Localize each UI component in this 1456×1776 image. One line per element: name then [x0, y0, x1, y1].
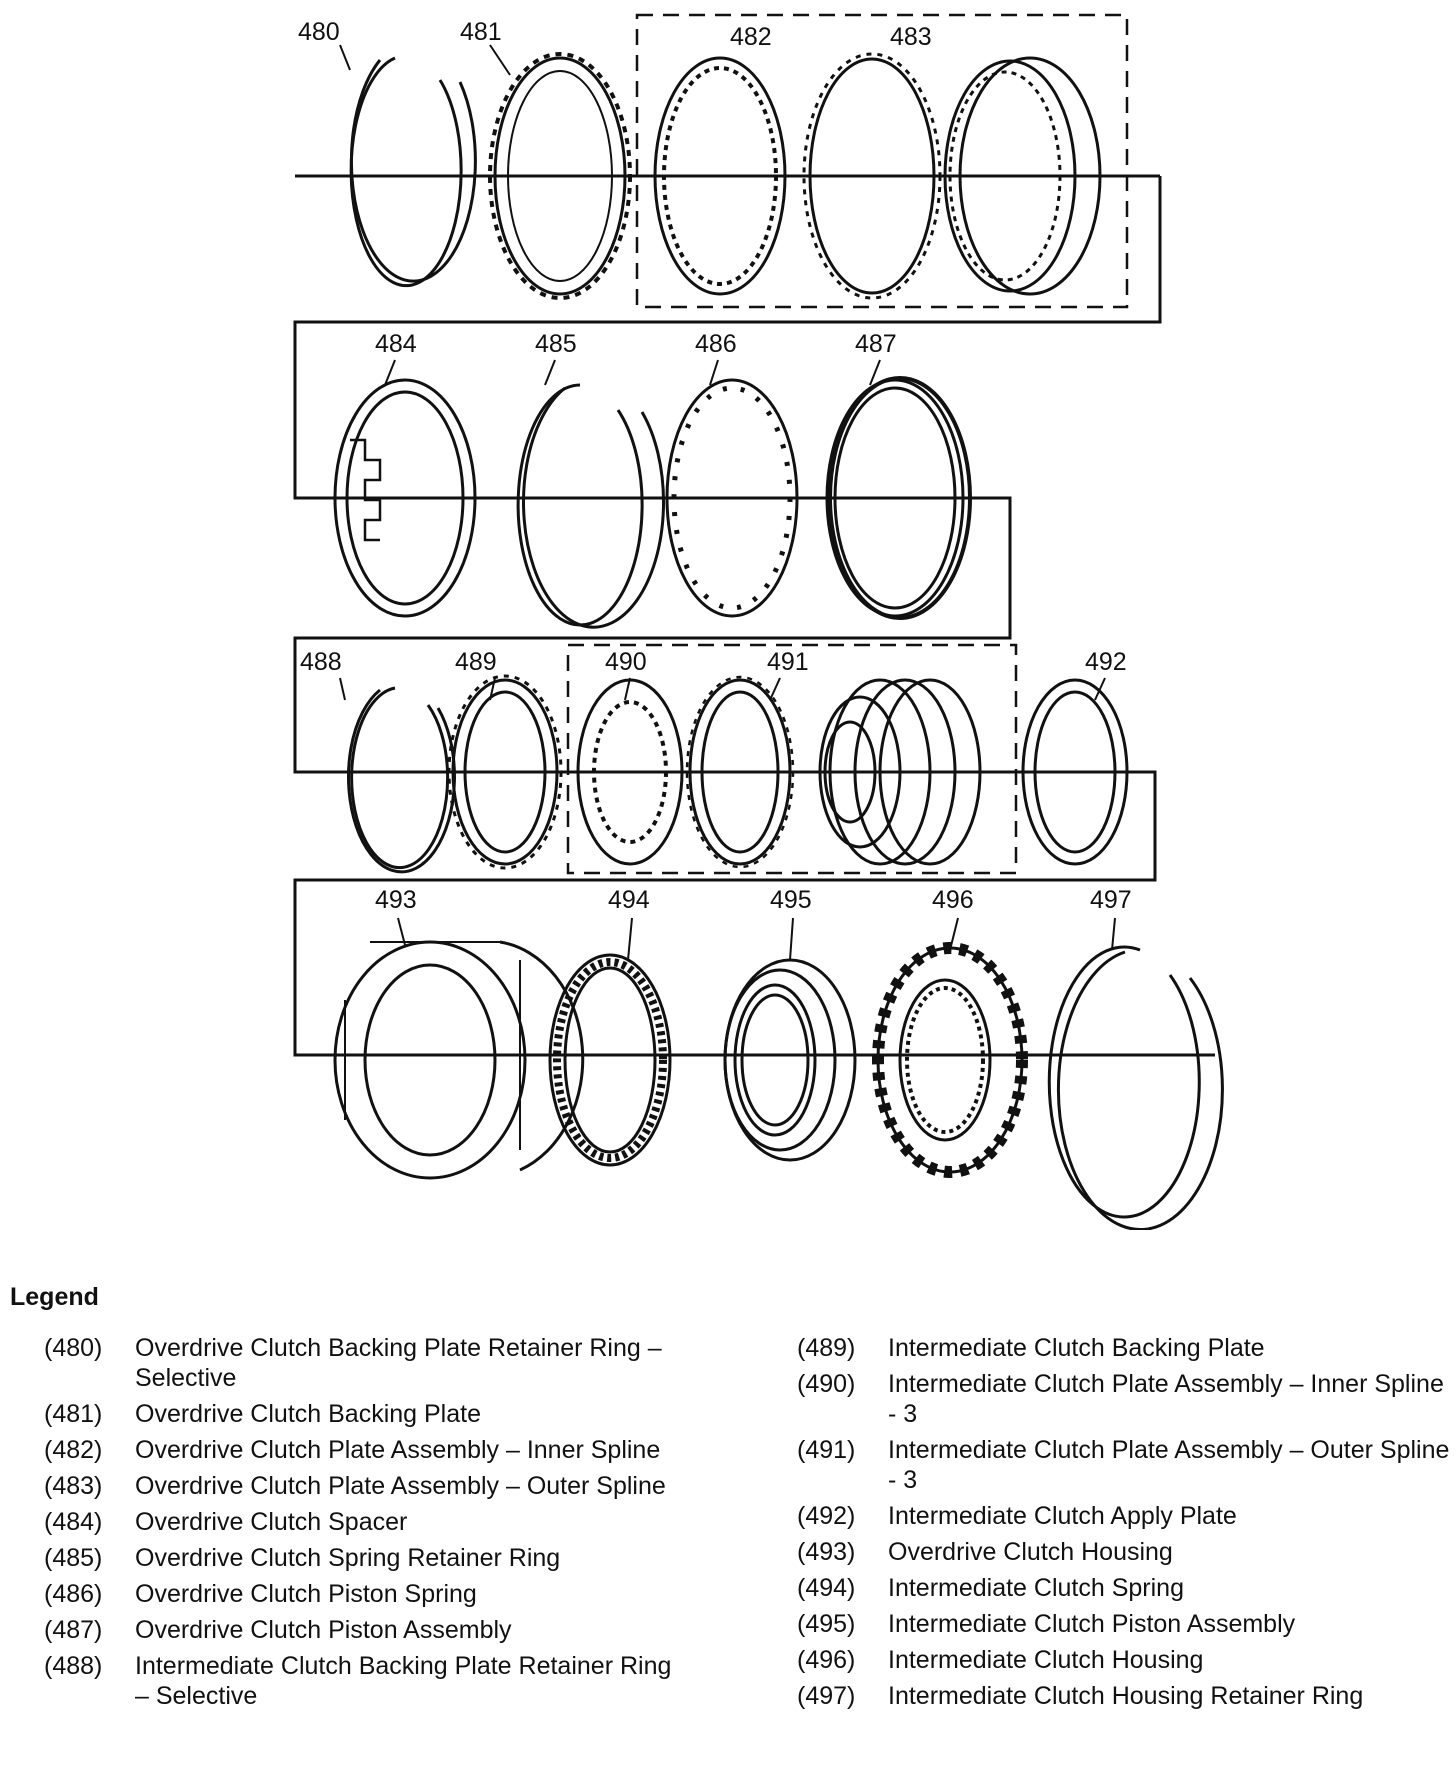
legend-item-description: Overdrive Clutch Spring Retainer Ring — [135, 1544, 561, 1572]
legend-item-description: Intermediate Clutch Plate Assembly – Inner Spline - 3 — [888, 1370, 1444, 1428]
legend-item-number: (483) — [44, 1472, 103, 1500]
legend-item — [30, 1435, 690, 1465]
callout-labels — [298, 18, 1132, 914]
part-495-piston-assembly — [725, 960, 855, 1160]
part-497-housing-retainer-ring — [1049, 947, 1222, 1230]
legend-item-number: (493) — [797, 1538, 856, 1566]
part-480-retainer-ring — [351, 58, 475, 286]
legend-item — [30, 1579, 690, 1609]
legend-item-description: Overdrive Clutch Spacer — [135, 1508, 408, 1536]
legend-right-column — [783, 1333, 1453, 1717]
legend-item-number: (495) — [797, 1610, 856, 1638]
part-488-retainer-ring — [348, 688, 454, 872]
callout-486: 486 — [695, 330, 737, 358]
callout-483: 483 — [890, 23, 932, 51]
legend-item — [30, 1399, 690, 1429]
part-496-intermediate-housing — [878, 948, 1022, 1172]
part-494-clutch-spring — [550, 955, 670, 1165]
legend-item-description: Overdrive Clutch Housing — [888, 1538, 1173, 1566]
part-493-overdrive-housing — [335, 942, 583, 1178]
legend-item-number: (489) — [797, 1334, 856, 1362]
legend-item-description: Intermediate Clutch Apply Plate — [888, 1502, 1237, 1530]
part-485-spring-retainer-ring — [518, 385, 663, 627]
legend-item — [783, 1435, 1453, 1495]
callout-485: 485 — [535, 330, 577, 358]
legend-item-number: (494) — [797, 1574, 856, 1602]
legend-item-description: Intermediate Clutch Backing Plate Retainer Ring – Selective — [135, 1652, 672, 1710]
legend-item-number: (487) — [44, 1616, 103, 1644]
callout-496: 496 — [932, 886, 974, 914]
legend-item-number: (492) — [797, 1502, 856, 1530]
legend-item-number: (480) — [44, 1334, 103, 1362]
callout-480: 480 — [298, 18, 340, 46]
legend-item — [30, 1651, 690, 1711]
legend-item-description: Overdrive Clutch Plate Assembly – Inner Spline — [135, 1436, 661, 1464]
legend-item — [30, 1333, 690, 1393]
legend-item-number: (490) — [797, 1370, 856, 1398]
legend-item-number: (496) — [797, 1646, 856, 1674]
callout-489: 489 — [455, 648, 497, 676]
legend-title: Legend — [10, 1283, 99, 1311]
legend-item-number: (486) — [44, 1580, 103, 1608]
legend-item — [783, 1537, 1453, 1567]
legend-item-number: (484) — [44, 1508, 103, 1536]
legend-item — [783, 1645, 1453, 1675]
legend-item-description: Intermediate Clutch Spring — [888, 1574, 1184, 1602]
callout-481: 481 — [460, 18, 502, 46]
legend-item — [783, 1681, 1453, 1711]
callout-488: 488 — [300, 648, 342, 676]
legend-item — [783, 1573, 1453, 1603]
legend-item-description: Overdrive Clutch Plate Assembly – Outer Spline — [135, 1472, 666, 1500]
legend-item — [783, 1609, 1453, 1639]
legend-item-description: Intermediate Clutch Plate Assembly – Outer Spline - 3 — [888, 1436, 1450, 1494]
callout-494: 494 — [608, 886, 650, 914]
legend-item — [783, 1333, 1453, 1363]
callout-495: 495 — [770, 886, 812, 914]
legend-item-number: (481) — [44, 1400, 103, 1428]
callout-482: 482 — [730, 23, 772, 51]
legend-item-description: Intermediate Clutch Housing — [888, 1646, 1204, 1674]
callout-491: 491 — [767, 648, 809, 676]
legend-item — [783, 1501, 1453, 1531]
callout-493: 493 — [375, 886, 417, 914]
legend-item-description: Intermediate Clutch Piston Assembly — [888, 1610, 1296, 1638]
legend-item-description: Overdrive Clutch Piston Spring — [135, 1580, 477, 1608]
legend-item-description: Overdrive Clutch Backing Plate Retainer Ring – Selective — [135, 1334, 662, 1392]
legend-item-description: Intermediate Clutch Backing Plate — [888, 1334, 1265, 1362]
legend-item — [30, 1471, 690, 1501]
legend-item-number: (485) — [44, 1544, 103, 1572]
legend-item-description: Overdrive Clutch Piston Assembly — [135, 1616, 512, 1644]
legend-item-description: Intermediate Clutch Housing Retainer Ring — [888, 1682, 1364, 1710]
callout-497: 497 — [1090, 886, 1132, 914]
legend-item-number: (482) — [44, 1436, 103, 1464]
callout-484: 484 — [375, 330, 417, 358]
legend-item-number: (488) — [44, 1652, 103, 1680]
legend-item — [30, 1507, 690, 1537]
callout-487: 487 — [855, 330, 897, 358]
callout-492: 492 — [1085, 648, 1127, 676]
legend-item-number: (497) — [797, 1682, 856, 1710]
callout-490: 490 — [605, 648, 647, 676]
legend-item — [783, 1369, 1453, 1429]
legend-item-description: Overdrive Clutch Backing Plate — [135, 1400, 481, 1428]
legend-left-column — [30, 1333, 690, 1717]
legend-item-number: (491) — [797, 1436, 856, 1464]
legend-item — [30, 1615, 690, 1645]
legend-item — [30, 1543, 690, 1573]
